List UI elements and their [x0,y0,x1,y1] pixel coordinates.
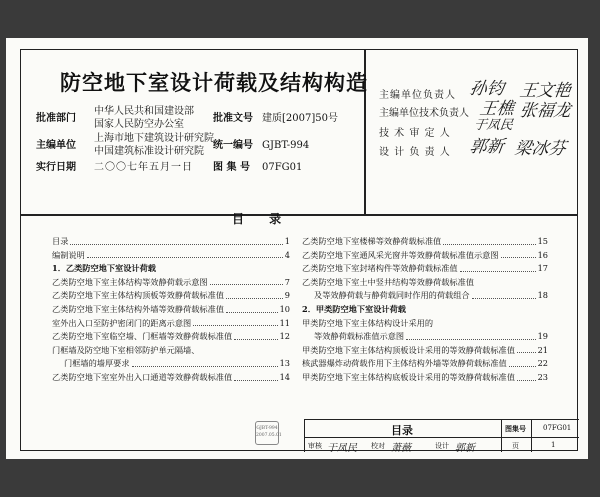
toc-entry-page: 21 [537,344,548,355]
toc-entry-page: 18 [537,290,548,301]
toc-entry-title: 门框墙及防空地下室相邻防护单元隔墙、 [52,344,200,358]
drawing-sheet [6,38,588,459]
signature-7: 梁冰芬 [513,139,568,159]
toc-entry-page: 16 [537,249,548,260]
approval-dept-value-1: 中华人民共和国建设部 [94,106,194,117]
toc-entry[interactable] [52,330,290,344]
toc-entry-title: 乙类防空地下室封堵构件等效静荷载标准值 [302,262,459,276]
role-tech-review: 技 术 审 定 人 [379,128,451,139]
tb-design-label: 设计 [435,442,449,450]
toc-entry-title: 乙类防空地下室主体结构顶板等效静荷载标准值 [52,289,225,303]
toc-entry[interactable] [52,344,290,358]
toc-entry-title: 及等效静荷载与静荷载同时作用的荷载组合 [302,289,471,303]
role-chief-tech: 主编单位技术负责人 [379,108,469,119]
role-design-lead: 设 计 负 责 人 [379,147,451,158]
toc-dot-leader [509,357,536,367]
toc-entry-title: 甲类防空地下室主体结构顶板设计采用的等效静荷载标准值 [302,344,516,358]
toc-entry[interactable] [302,303,548,317]
approval-dept-label: 批准部门 [36,113,76,124]
toc-entry-title: 乙类防空地下室室外出入口通道等效静荷载标准值 [52,371,233,385]
toc-entry-title: 编制说明 [52,249,86,263]
toc-entry-page: 1 [284,236,290,246]
editor-unit-value-1: 上海市地下建筑设计研究院 [94,133,214,144]
toc-dot-leader [193,317,277,327]
toc-entry-title: 室外出入口至防护密闭门的距离示意图 [52,317,192,331]
effective-date-label: 实行日期 [36,162,76,173]
tb-design-sig: 郭新 [455,443,475,454]
tb-divider [501,420,502,452]
toc-entry[interactable] [302,276,548,290]
editor-unit-label: 主编单位 [36,140,76,151]
toc-entry-page: 9 [284,290,290,301]
toc-entry[interactable] [302,371,548,385]
toc-entry-title: 门框墙的墙厚要求 [52,357,131,371]
toc-dot-leader [234,330,277,340]
toc-entry[interactable] [302,317,548,331]
toc-entry[interactable] [52,262,290,276]
toc-dot-leader [472,289,536,299]
toc-entry-title: 2．甲类防空地下室设计荷载 [302,303,407,317]
signature-3: 王樵 [478,99,516,119]
toc-entry-page: 17 [537,263,548,274]
tb-check-sig: 萧薇 [391,443,411,454]
toc-entry[interactable] [302,249,548,263]
toc-entry-title: 核武器爆炸动荷载作用下主体结构外墙等效静荷载标准值 [302,357,508,371]
toc-dot-leader [226,303,278,313]
toc-left-column [52,235,290,385]
toc-entry-page: 4 [284,249,290,260]
toc-entry[interactable] [302,262,548,276]
toc-entry-page: 7 [284,276,290,287]
toc-entry-title: 甲类防空地下室主体结构设计采用的 [302,317,434,331]
header-divider [20,214,578,216]
tb-page-label: 页 [512,442,519,450]
unified-no-value: GJBT-994 [262,140,310,151]
toc-dot-leader [87,249,283,259]
toc-entry-title: 乙类防空地下室临空墙、门框墙等效静荷载标准值 [52,330,233,344]
signature-2: 王文艳 [518,81,573,101]
toc-entry[interactable] [302,235,548,249]
toc-dot-leader [234,371,277,381]
toc-dot-leader [501,249,536,259]
tb-drawing-name: 目录 [391,424,413,437]
toc-entry-page: 11 [279,317,290,328]
toc-entry-page: 14 [279,371,290,382]
stamp-line-2: 2007.05.01 [256,433,282,438]
toc-dot-leader [226,289,283,299]
toc-entry-title: 等效静荷载标准值示意图 [302,330,405,344]
toc-entry[interactable] [302,330,548,344]
toc-entry-title: 乙类防空地下室主体结构等效静荷载示意图 [52,276,209,290]
toc-entry-page: 12 [279,331,290,342]
stamp-line-1: GJBT-994 [256,426,278,431]
tb-review-label: 审核 [308,442,322,450]
toc-right-column [302,235,548,385]
toc-entry-page: 15 [537,236,548,246]
toc-dot-leader [70,235,282,245]
toc-entry-page: 10 [279,303,290,314]
toc-dot-leader [517,344,536,354]
atlas-no-value: 07FG01 [262,162,303,173]
tb-review-sig: 于凤民 [327,443,357,454]
toc-dot-leader [460,262,536,272]
toc-entry[interactable] [52,371,290,385]
toc-entry[interactable] [52,235,290,249]
toc-dot-leader [132,357,278,367]
toc-entry[interactable] [302,357,548,371]
tb-divider [531,420,532,452]
atlas-title: 防空地下室设计荷载及结构构造 [60,70,368,95]
toc-entry-title: 乙类防空地下室主体结构外墙等效静荷载标准值 [52,303,225,317]
toc-dot-leader [406,330,536,340]
tb-atlas-value: 07FG01 [543,424,572,432]
editor-unit-value-2: 中国建筑标准设计研究院 [94,146,204,157]
approval-stamp [255,421,282,445]
title-block [304,419,579,452]
toc-entry-title: 乙类防空地下室土中竖井结构等效静荷载标准值 [302,276,475,290]
atlas-no-label: 图 集 号 [213,162,250,173]
signature-1: 孙钧 [468,79,506,99]
tb-page-value: 1 [551,441,556,449]
toc-dot-leader [517,371,536,381]
toc-entry[interactable] [52,276,290,290]
toc-entry[interactable] [52,317,290,331]
tb-divider [305,437,579,438]
toc-entry[interactable] [52,357,290,371]
tb-atlas-label: 图集号 [505,424,526,433]
toc-entry-title: 甲类防空地下室主体结构底板设计采用的等效静荷载标准值 [302,371,516,385]
toc-entry-title: 乙类防空地下室楼梯等效静荷载标准值 [302,235,442,249]
approval-no-value: 建质[2007]50号 [262,113,338,124]
toc-entry-page: 22 [537,358,548,369]
toc-entry-title: 1．乙类防空地下室设计荷载 [52,262,157,276]
approval-no-label: 批准文号 [213,113,253,124]
contents-title: 目 录 [232,212,282,226]
tb-check-label: 校对 [371,442,385,450]
toc-entry-title: 目录 [52,235,69,249]
toc-entry[interactable] [52,289,290,303]
unified-no-label: 统一编号 [213,140,253,151]
signature-6: 郭新 [468,137,506,157]
toc-entry-page: 13 [279,358,290,369]
toc-dot-leader [210,276,283,286]
toc-entry-page: 19 [537,331,548,342]
toc-entry-page: 23 [537,371,548,382]
approval-dept-value-2: 国家人民防空办公室 [94,119,184,130]
signature-5: 于凤民 [472,118,514,133]
toc-entry[interactable] [52,249,290,263]
toc-entry[interactable] [302,344,548,358]
signature-4: 张福龙 [518,101,573,121]
toc-entry[interactable] [302,289,548,303]
effective-date-value: 二〇〇七年五月一日 [94,162,193,173]
role-chief-unit: 主编单位负责人 [379,90,456,101]
toc-entry[interactable] [52,303,290,317]
toc-entry-title: 乙类防空地下室通风采光窗井等效静荷载标准值示意图 [302,249,500,263]
toc-dot-leader [443,235,535,245]
